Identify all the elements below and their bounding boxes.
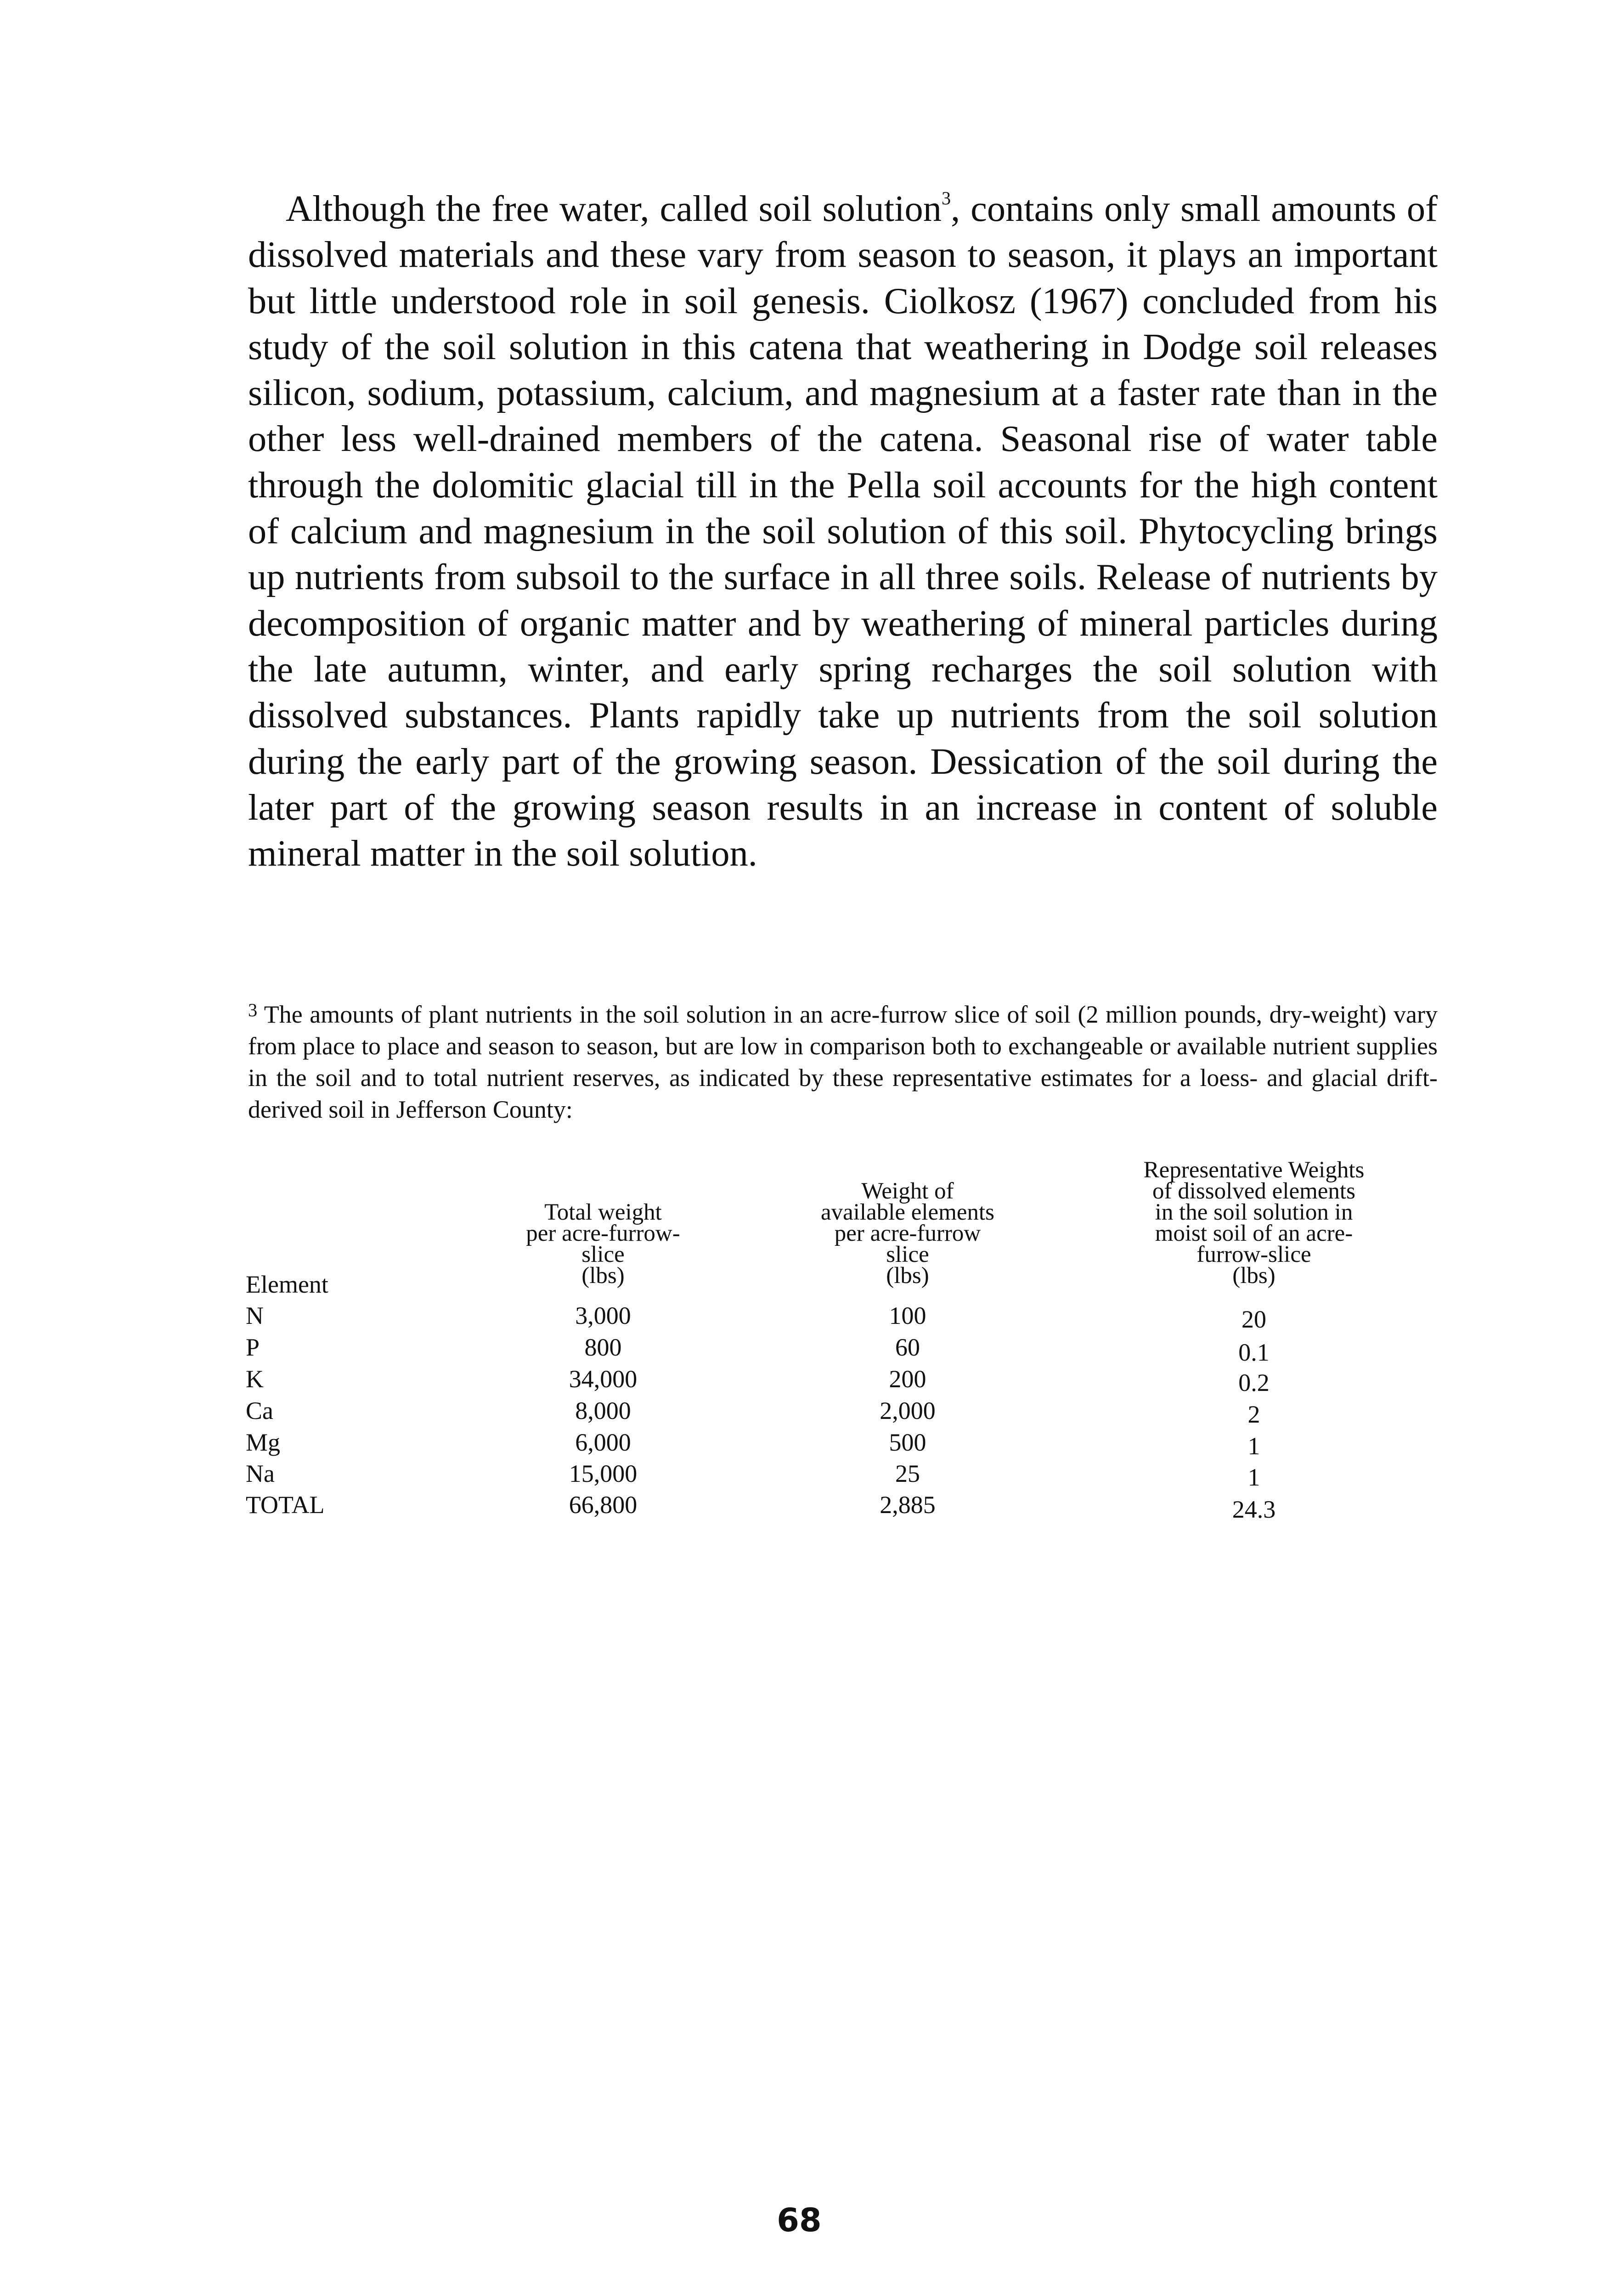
cell-element: K [246,1365,264,1393]
cell-total: 8,000 [575,1397,631,1424]
header-line: moist soil of an acre- [1155,1221,1353,1246]
header-line: (lbs) [1232,1263,1275,1289]
header-line: per acre-furrow- [526,1221,680,1246]
cell-element: P [246,1334,260,1361]
cell-available: 2,000 [880,1397,936,1424]
cell-dissolved: 0.1 [1238,1339,1270,1366]
cell-dissolved: 1 [1247,1463,1260,1491]
cell-dissolved: 1 [1247,1432,1260,1460]
cell-element: N [246,1302,264,1329]
header-element: Element [246,1271,328,1298]
header-line: Weight of [861,1178,954,1204]
cell-element: TOTAL [246,1491,325,1519]
footnote [248,999,1438,1125]
cell-available: 100 [889,1302,926,1329]
footnote-marker: 3 [248,999,258,1020]
header-line: (lbs) [886,1263,929,1289]
cell-element: Ca [246,1397,273,1424]
cell-available: 25 [895,1460,920,1487]
cell-available: 60 [895,1334,920,1361]
cell-total: 15,000 [569,1460,638,1487]
header-total-weight [516,1199,690,1289]
header-line: (lbs) [581,1263,625,1289]
cell-dissolved: 24.3 [1232,1496,1276,1523]
body-text-rest: , contains only small amounts of dissolved materials and these vary from season to season, it plays an important but little understood role in soil genesis. Ciolkosz (1967) concluded from his study of the soil solution in this catena that weathering in Dodge soil releases silicon, sodium, potassium, calcium, and magnesium at a faster rate than in the other less well-drained members of the catena. Seasonal rise of water table through the dolomitic glacial till in the Pella soil accounts for the high content of calcium and magnesium in the soil solution of this soil. Phytocycling brings up nutrients from subsoil to the surface in all three soils. Release of nutrients by decomposition of organic matter and by weathering of mineral particles during the late autumn, winter, and early spring recharges the soil solution with dissolved substances. Plants rapidly take up nutrients from the soil solution during the early part of the growing season. Dessication of the soil during the later part of the growing season results in an increase in content of soluble mineral matter in the soil solution. [248,188,1438,874]
cell-dissolved: 0.2 [1238,1369,1270,1396]
footnote-reference: 3 [942,187,951,208]
cell-total: 6,000 [575,1429,631,1456]
header-line: per acre-furrow [834,1221,981,1246]
footnote-text: The amounts of plant nutrients in the soil solution in an acre-furrow slice of soil (2 million pounds, dry-weight) vary from place to place and season to season, but are low in comparison both to exchangeable or available nutrient supplies in the soil and to total nutrient reserves, as indicated by these representative estimates for a loess- and glacial drift-derived soil in Jefferson County: [248,1001,1438,1123]
cell-available: 200 [889,1365,926,1393]
page-number: 68 [777,2201,822,2239]
header-line: Total weight [544,1199,662,1225]
header-line: Representative Weights [1143,1157,1365,1183]
cell-dissolved: 2 [1247,1401,1260,1428]
cell-total: 800 [584,1334,622,1361]
header-line: available elements [820,1199,995,1225]
header-dissolved-weight [1102,1157,1405,1289]
cell-total: 34,000 [569,1365,638,1393]
header-line: slice [581,1242,625,1267]
cell-dissolved: 20 [1241,1306,1266,1333]
cell-element: Mg [246,1429,281,1456]
header-available-weight [774,1178,1041,1289]
cell-available: 2,885 [880,1491,936,1519]
cell-total: 3,000 [575,1302,631,1329]
header-line: furrow-slice [1196,1242,1311,1267]
cell-total: 66,800 [569,1491,638,1519]
cell-element: Na [246,1460,275,1487]
header-line: of dissolved elements [1152,1178,1355,1204]
body-text-start: Although the free water, called soil solution [286,188,942,229]
body-paragraph [248,186,1438,877]
header-line: in the soil solution in [1155,1199,1353,1225]
cell-available: 500 [889,1429,926,1456]
header-line: slice [886,1242,929,1267]
